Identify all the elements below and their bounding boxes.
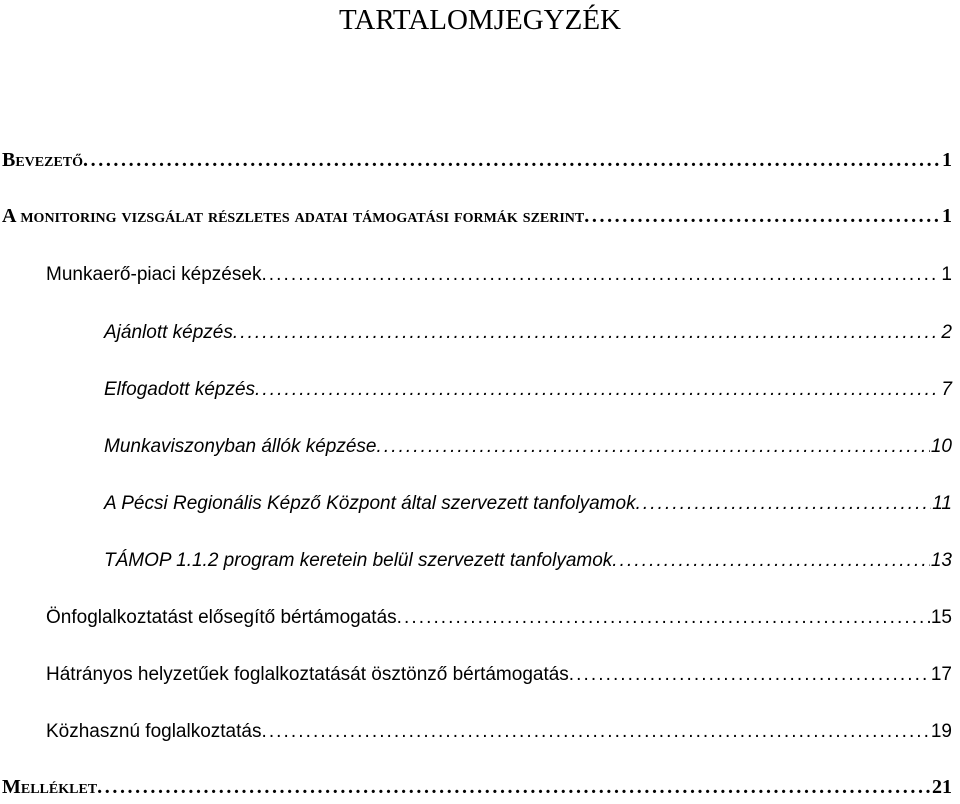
toc-entry-label: Önfoglalkoztatást elősegítő bértámogatás: [46, 607, 397, 628]
toc-entry-elfogadott[interactable]: [104, 373, 952, 407]
toc-entry-label: TÁMOP 1.1.2 program keretein belül szervezett tanfolyamok: [104, 550, 613, 571]
dot-leader: [377, 430, 930, 464]
toc-entry-label: Elfogadott képzés: [104, 379, 256, 400]
toc-entry-label: Bevezető: [2, 149, 84, 171]
toc-entry-hatranyos[interactable]: [46, 658, 952, 692]
toc-entry-munkaero-piaci[interactable]: [46, 258, 952, 292]
toc-page-number: 7: [941, 379, 952, 400]
toc-entry-label: Munkaerő-piaci képzések: [46, 264, 262, 285]
dot-leader: [569, 658, 930, 692]
dot-leader: [584, 199, 941, 233]
dot-leader: [261, 258, 940, 292]
toc-page-number: 19: [930, 721, 952, 742]
toc-title: TARTALOMJEGYZÉK: [339, 4, 621, 36]
toc-entry-ajanlott[interactable]: [104, 316, 952, 350]
toc-entry-bevezeto[interactable]: [2, 143, 952, 177]
toc-page-number: 11: [932, 493, 952, 514]
toc-page-number: 10: [930, 436, 952, 457]
toc-entry-onfoglalkoztatas[interactable]: [46, 601, 952, 635]
toc-entry-melleklet[interactable]: [2, 770, 952, 804]
dot-leader: [261, 715, 929, 749]
toc-entry-pecsi-regionalis[interactable]: [104, 487, 952, 521]
toc-page-number: 2: [941, 322, 952, 343]
toc-entry-munkaviszonyban[interactable]: [104, 430, 952, 464]
toc-page-number: 1: [942, 205, 952, 227]
toc-entry-label: Munkaviszonyban állók képzése: [104, 436, 377, 457]
toc-entry-label: Hátrányos helyzetűek foglalkoztatását ösztönző bértámogatás: [46, 664, 569, 685]
toc-entry-label: Melléklet: [2, 776, 98, 798]
dot-leader: [83, 143, 941, 177]
dot-leader: [97, 770, 931, 804]
dot-leader: [612, 544, 930, 578]
toc-page-number: 13: [930, 550, 952, 571]
toc-page-number: 17: [930, 664, 952, 685]
dot-leader: [233, 316, 941, 350]
toc-entry-kozhasznu[interactable]: [46, 715, 952, 749]
dot-leader: [397, 601, 930, 635]
toc-page-number: 21: [932, 776, 952, 798]
dot-leader: [255, 373, 940, 407]
toc-page-number: 1: [941, 264, 952, 285]
toc-page-number: 15: [930, 607, 952, 628]
toc-entry-label: Ajánlott képzés: [104, 322, 233, 343]
toc-entry-monitoring[interactable]: [2, 199, 952, 233]
toc-entry-label: Közhasznú foglalkoztatás: [46, 721, 262, 742]
toc-entry-tamop[interactable]: [104, 544, 952, 578]
toc-entry-label: A Pécsi Regionális Képző Központ által szervezett tanfolyamok: [104, 493, 636, 514]
toc-entry-label: A monitoring vizsgálat részletes adatai támogatási formák szerint: [2, 205, 585, 227]
dot-leader: [636, 487, 932, 521]
toc-page-number: 1: [942, 149, 952, 171]
